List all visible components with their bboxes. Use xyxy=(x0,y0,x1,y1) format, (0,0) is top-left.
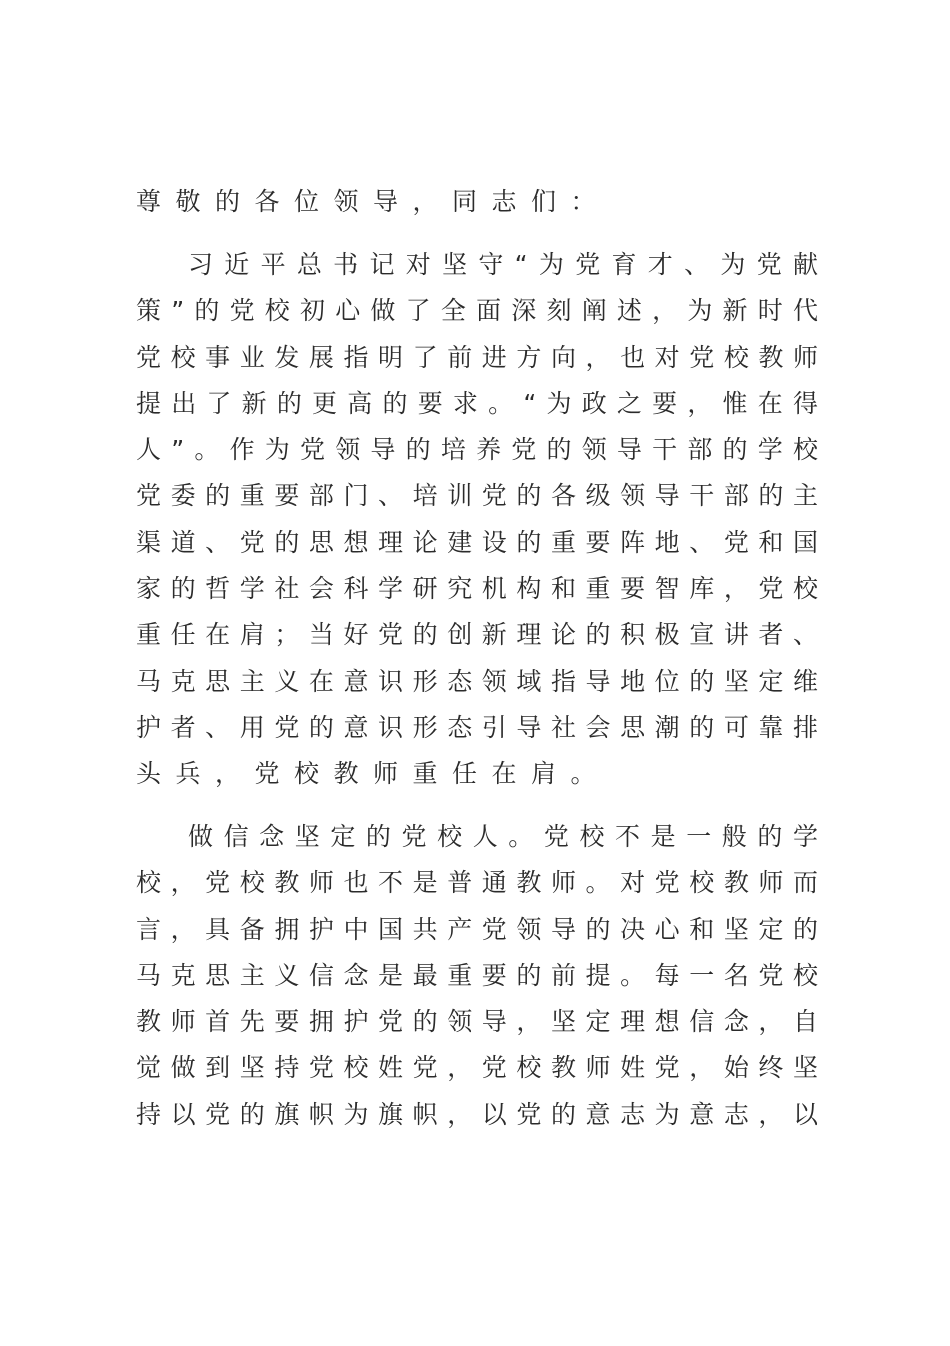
paragraph-1 xyxy=(136,242,818,798)
paragraph-line: 重任在肩；当好党的创新理论的积极宣讲者、 xyxy=(136,620,818,650)
paragraph-line: 马克思主义在意识形态领域指导地位的坚定维 xyxy=(136,666,818,696)
paragraph-line: 教师首先要拥护党的领导，坚定理想信念，自 xyxy=(136,1007,818,1037)
paragraph-line: 护者、用党的意识形态引导社会思潮的可靠排 xyxy=(136,712,818,742)
paragraph-line: 提出了新的更高的要求。“为政之要，惟在得 xyxy=(136,388,818,418)
paragraph-line: 言，具备拥护中国共产党领导的决心和坚定的 xyxy=(136,914,818,944)
paragraph-line: 习近平总书记对坚守“为党育才、为党献 xyxy=(188,250,818,279)
paragraph-2 xyxy=(136,814,818,1138)
paragraph-line: 党校事业发展指明了前进方向，也对党校教师 xyxy=(136,342,818,372)
paragraph-line: 家的哲学社会科学研究机构和重要智库，党校 xyxy=(136,574,818,604)
paragraph-line: 头兵，党校教师重任在肩。 xyxy=(136,759,611,789)
paragraph-line: 做信念坚定的党校人。党校不是一般的学 xyxy=(188,822,818,851)
salutation xyxy=(136,179,818,225)
paragraph-line: 策”的党校初心做了全面深刻阐述，为新时代 xyxy=(136,296,818,326)
paragraph-line: 校，党校教师也不是普通教师。对党校教师而 xyxy=(136,868,818,898)
paragraph-line: 持以党的旗帜为旗帜，以党的意志为意志，以 xyxy=(136,1099,818,1129)
paragraph-line: 觉做到坚持党校姓党，党校教师姓党，始终坚 xyxy=(136,1053,818,1083)
paragraph-line: 人”。作为党领导的培养党的领导干部的学校 xyxy=(136,435,818,465)
salutation-text: 尊敬的各位领导，同志们： xyxy=(136,187,611,216)
paragraph-line: 马克思主义信念是最重要的前提。每一名党校 xyxy=(136,960,818,990)
paragraph-line: 党委的重要部门、培训党的各级领导干部的主 xyxy=(136,481,818,511)
paragraph-line: 渠道、党的思想理论建设的重要阵地、党和国 xyxy=(136,527,818,557)
